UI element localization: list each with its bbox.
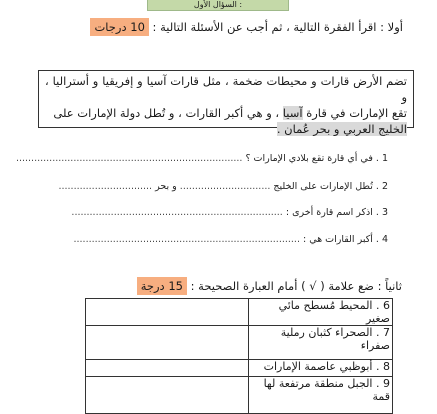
true-false-table bbox=[85, 298, 393, 414]
passage-line-2b: ، و هي أكبر القارات ، و تُطل دولة الإمارات على bbox=[53, 106, 283, 120]
section2-instruction bbox=[137, 277, 402, 295]
item-number: 8 bbox=[383, 360, 390, 373]
statement-cell: 8 . أبوظبي عاصمة الإمارات bbox=[249, 360, 393, 377]
question-text: تُطل الإمارات على الخليج bbox=[273, 181, 373, 192]
statement-cell: 7 . الصحراء كثبان رملية صفراء bbox=[249, 326, 393, 360]
section1-grade-badge: 10 درجات bbox=[90, 18, 148, 36]
answer-cell[interactable] bbox=[86, 299, 249, 326]
answer-line[interactable]: ............................... bbox=[58, 181, 153, 192]
item-text: الصحراء كثبان رملية صفراء bbox=[280, 326, 390, 352]
section2-instruction-text: ثانياً : ضع علامة ( √ ) أمام العبارة الصحيحة : bbox=[190, 279, 402, 293]
passage-line-3 bbox=[45, 121, 407, 137]
answer-cell[interactable] bbox=[86, 377, 249, 414]
item-number: 9 bbox=[383, 377, 390, 390]
answer-cell[interactable] bbox=[86, 326, 249, 360]
section1-instruction bbox=[90, 18, 403, 36]
statement-cell: 9 . الجبل منطقة مرتفعة لها قمة bbox=[249, 377, 393, 414]
question-header: السؤال الأول : bbox=[147, 0, 289, 11]
passage-line-3-text: الخليج العربي و بحر عُمان . bbox=[276, 122, 407, 136]
question-4 bbox=[73, 234, 388, 245]
answer-line[interactable]: ...................................................................... bbox=[71, 207, 283, 218]
question-number: 2 . bbox=[375, 181, 388, 192]
question-text: أكبر القارات هي : bbox=[303, 234, 373, 245]
item-text: الجبل منطقة مرتفعة لها قمة bbox=[263, 377, 390, 403]
table-row bbox=[86, 360, 393, 377]
passage-line-1: تضم الأرض قارات و محيطات ضخمة ، مثل قارات آسيا و إفريقيا و أستراليا ، و bbox=[45, 74, 407, 104]
statement-cell: 6 . المحيط مُسطح مائي صغير bbox=[249, 299, 393, 326]
item-number: 7 bbox=[383, 326, 390, 339]
question-mid-text: و بحر bbox=[155, 181, 177, 192]
item-number: 6 bbox=[383, 299, 390, 312]
answer-line[interactable]: .............................. bbox=[179, 181, 271, 192]
question-text: اذكر اسم قارة أخرى : bbox=[285, 207, 373, 218]
reading-passage bbox=[38, 70, 414, 136]
item-text: أبوظبي عاصمة الإمارات bbox=[263, 360, 373, 373]
table-row bbox=[86, 299, 393, 326]
question-3 bbox=[71, 207, 388, 218]
answer-line[interactable]: ........................................................................... bbox=[73, 234, 300, 245]
passage-line-2a: تقع الإمارات في قارة bbox=[302, 106, 407, 120]
question-text: في أي قارة تقع بلادي الإمارات ؟ bbox=[245, 153, 373, 164]
passage-highlight: آسيا bbox=[282, 106, 303, 120]
question-number: 1 . bbox=[375, 153, 388, 164]
item-text: المحيط مُسطح مائي صغير bbox=[278, 299, 390, 325]
section2-grade-badge: 15 درجة bbox=[137, 277, 187, 295]
answer-cell[interactable] bbox=[86, 360, 249, 377]
question-number: 4 . bbox=[375, 234, 388, 245]
passage-line-2 bbox=[45, 105, 407, 121]
section1-instruction-text: أولا : اقرأ الفقرة التالية ، ثم أجب عن الأسئلة التالية : bbox=[152, 20, 403, 34]
table-row bbox=[86, 377, 393, 414]
question-2 bbox=[58, 181, 388, 192]
answer-line[interactable]: ........................................................................... bbox=[15, 153, 243, 164]
question-1 bbox=[16, 153, 388, 164]
question-number: 3 . bbox=[375, 207, 388, 218]
table-row bbox=[86, 326, 393, 360]
